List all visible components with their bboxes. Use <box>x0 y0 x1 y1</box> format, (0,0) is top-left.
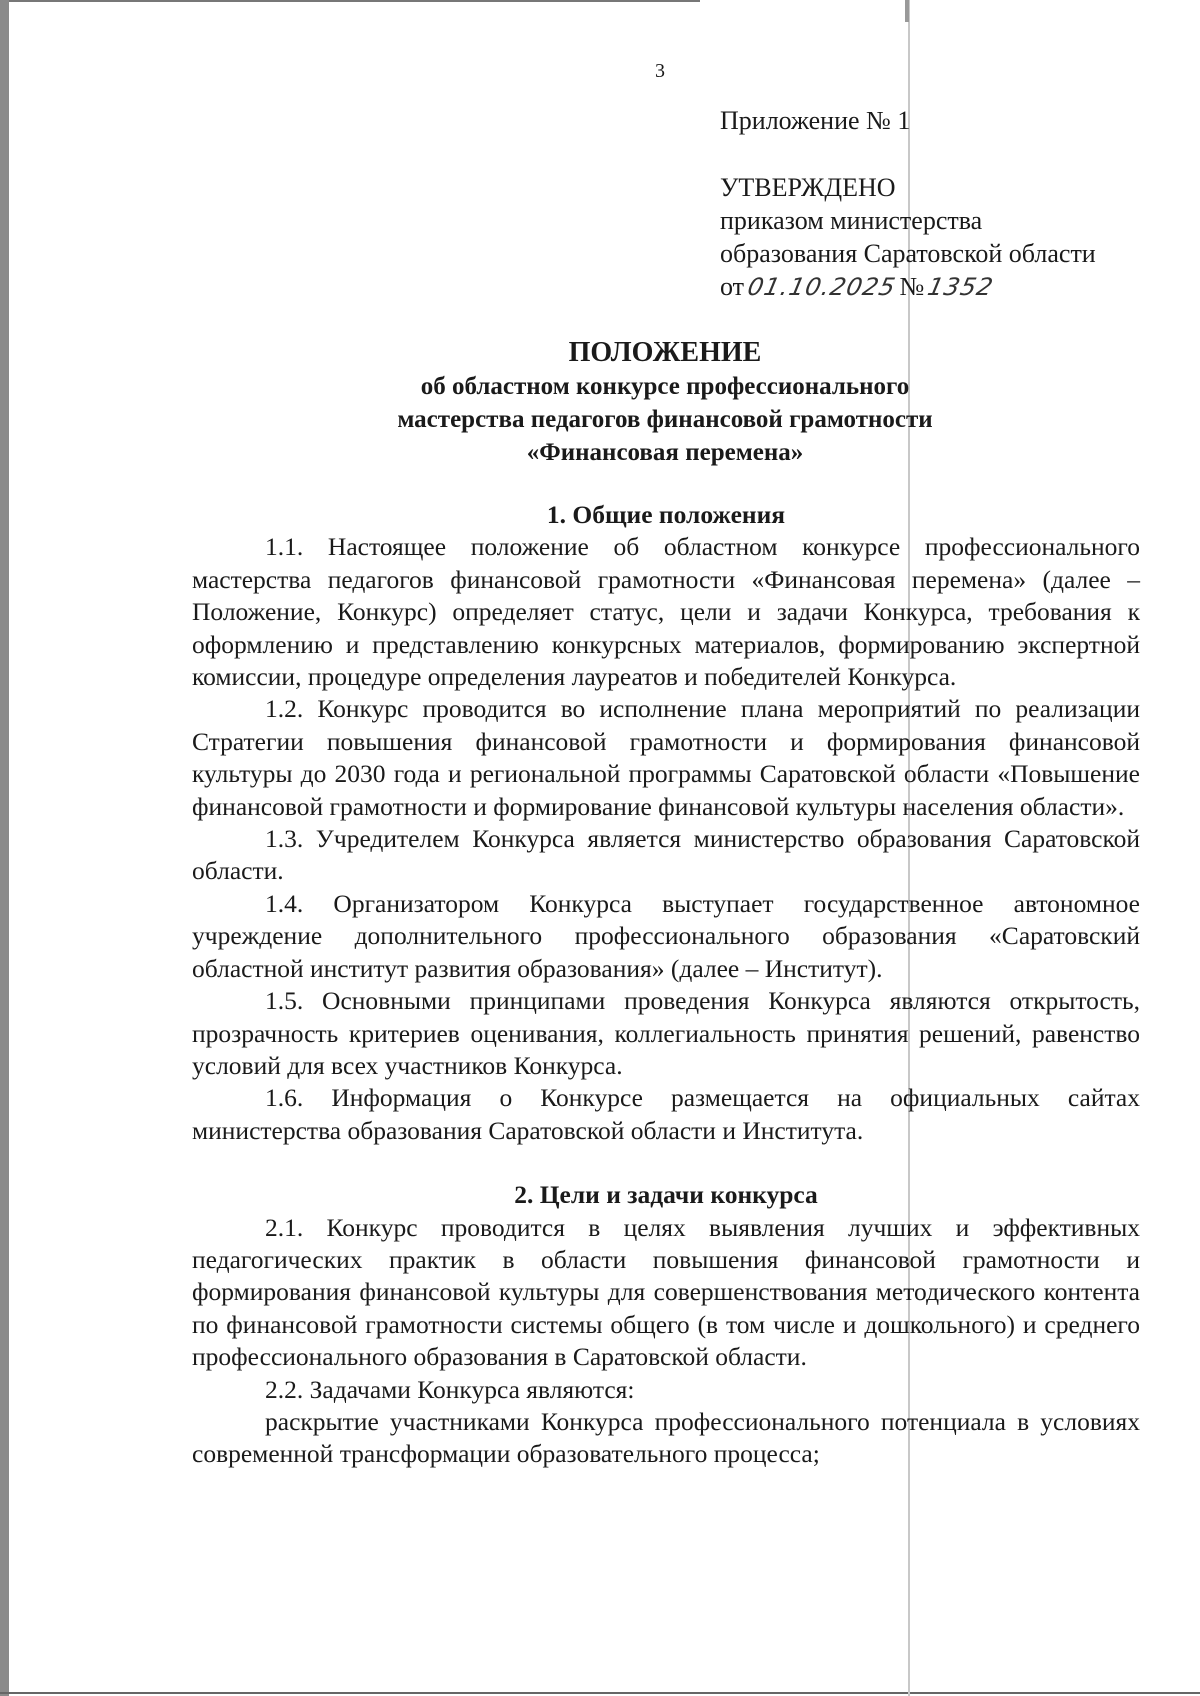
number-sign: № <box>899 272 925 301</box>
document-title <box>190 336 1140 469</box>
title-line-2: мастерства педагогов финансовой грамотности <box>397 406 933 433</box>
section-heading-2: 2. Цели и задачи конкурса <box>514 1180 818 1210</box>
order-date-line <box>720 270 1096 304</box>
page-number: 3 <box>655 60 665 82</box>
order-line-2: образования Саратовской области <box>720 239 1096 268</box>
paragraph-1-6: 1.6. Информация о Конкурсе размещается на официальных сайтах министерства образования Саратовской области и Института. <box>192 1083 1140 1145</box>
scan-edge-bottom <box>0 1692 1200 1694</box>
approval-block <box>720 104 1096 304</box>
document-body <box>192 499 1140 1471</box>
paragraph-1-4: 1.4. Организатором Конкурса выступает государственное автономное учреждение дополнительного профессионального образования «Саратовский областной институт развития образования» (далее – Институт). <box>192 888 1140 983</box>
section-heading-1: 1. Общие положения <box>546 500 786 529</box>
section-gap <box>192 1147 1140 1179</box>
scan-edge-top <box>0 0 700 2</box>
paragraph-2-2: 2.2. Задачами Конкурса являются: <box>265 1374 635 1404</box>
from-label: от <box>720 272 745 301</box>
title-main: ПОЛОЖЕНИЕ <box>568 337 762 368</box>
paragraph-2-2-item: раскрытие участниками Конкурса профессионального потенциала в условиях современной трансформации образовательного процесса; <box>192 1406 1140 1469</box>
handwritten-number: 1352 <box>925 273 997 301</box>
handwritten-date: 01.10.2025 <box>745 273 899 301</box>
paragraph-2-1: 2.1. Конкурс проводится в целях выявления лучших и эффективных педагогических практик в области повышения финансовой грамотности и формирования финансовой культуры для совершенствования методического контента по финансовой грамотности системы общего (в том числе и дошкольного) и среднего профессионального образования в Саратовской области. <box>192 1212 1140 1372</box>
order-line-1: приказом министерства <box>720 206 983 235</box>
scan-edge-left <box>0 0 9 1696</box>
scan-fold-mark <box>905 0 909 22</box>
paragraph-1-2: 1.2. Конкурс проводится во исполнение плана мероприятий по реализации Стратегии повышения финансовой грамотности и формирования финансовой культуры до 2030 года и региональной программы Саратовской области «Повышение финансовой грамотности и формирование финансовой культуры населения области». <box>192 694 1140 821</box>
approved-label: УТВЕРЖДЕНО <box>720 173 896 202</box>
title-line-1: об областном конкурсе профессионального <box>420 373 910 400</box>
paragraph-1-3: 1.3. Учредителем Конкурса является министерство образования Саратовской области. <box>192 824 1140 886</box>
paragraph-1-1: 1.1. Настоящее положение об областном конкурсе профессионального мастерства педагогов финансовой грамотности «Финансовая перемена» (далее – Положение, Конкурс) определяет статус, цели и задачи Конкурса, требования к оформлению и представлению конкурсных материалов, формированию экспертной комиссии, процедуре определения лауреатов и победителей Конкурса. <box>192 532 1140 692</box>
paragraph-1-5: 1.5. Основными принципами проведения Конкурса являются открытость, прозрачность критериев оценивания, коллегиальность принятия решений, равенство условий для всех участников Конкурса. <box>192 986 1140 1080</box>
title-line-3: «Финансовая перемена» <box>526 439 804 466</box>
appendix-label: Приложение № 1 <box>720 106 911 135</box>
